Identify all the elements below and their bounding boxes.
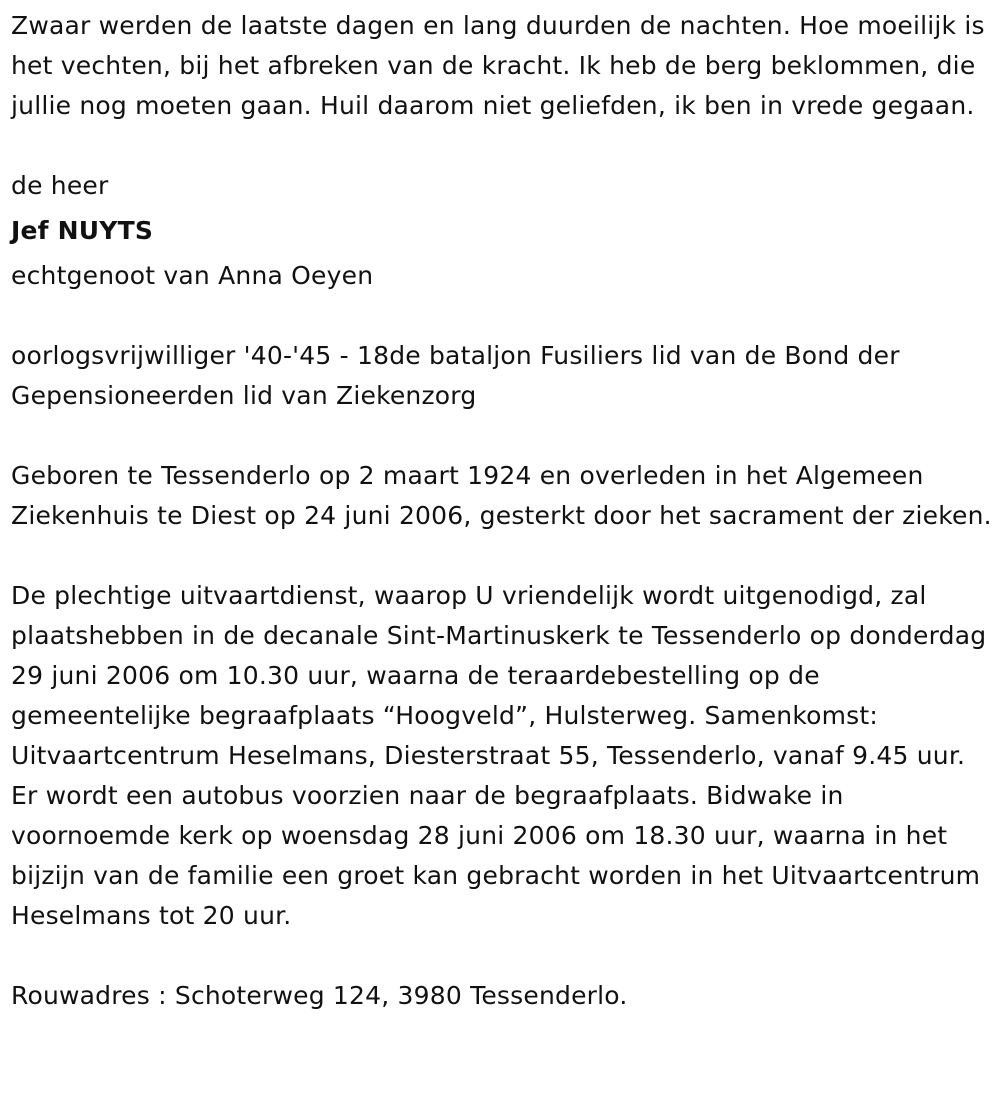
spouse-line: echtgenoot van Anna Oeyen (11, 261, 374, 290)
birth-death-paragraph: Geboren te Tessenderlo op 2 maart 1924 en overleden in het Algemeen Ziekenhuis te Diest op 24 juni 2006, gesterkt door het sacrament der zieken. (11, 461, 992, 530)
affiliations-paragraph: oorlogsvrijwilliger '40-'45 - 18de bataljon Fusiliers lid van de Bond der Gepensioneerden lid van Ziekenzorg (11, 341, 900, 410)
poem-paragraph: Zwaar werden de laatste dagen en lang duurden de nachten. Hoe moeilijk is het vechten, bij het afbreken van de kracht. Ik heb de berg beklommen, die jullie nog moeten gaan. Huil daarom niet geliefden, ik ben in vrede gegaan. (11, 11, 985, 120)
title-prefix: de heer (11, 171, 109, 200)
obituary-document (11, 6, 996, 1016)
deceased-name: Jef NUYTS (11, 216, 154, 245)
funeral-paragraph: De plechtige uitvaartdienst, waarop U vriendelijk wordt uitgenodigd, zal plaatshebben in de decanale Sint-Martinuskerk te Tessenderlo op donderdag 29 juni 2006 om 10.30 uur, waarna de teraardebestelling op de gemeentelijke begraafplaats “Hoogveld”, Hulsterweg. Samenkomst: Uitvaartcentrum Heselmans, Diesterstraat 55, Tessenderlo, vanaf 9.45 uur. Er wordt een autobus voorzien naar de begraafplaats. Bidwake in voornoemde kerk op woensdag 28 juni 2006 om 18.30 uur, waarna in het bijzijn van de familie een groet kan gebracht worden in het Uitvaartcentrum Heselmans tot 20 uur. (11, 581, 987, 930)
address-line: Rouwadres : Schoterweg 124, 3980 Tessenderlo. (11, 981, 628, 1010)
